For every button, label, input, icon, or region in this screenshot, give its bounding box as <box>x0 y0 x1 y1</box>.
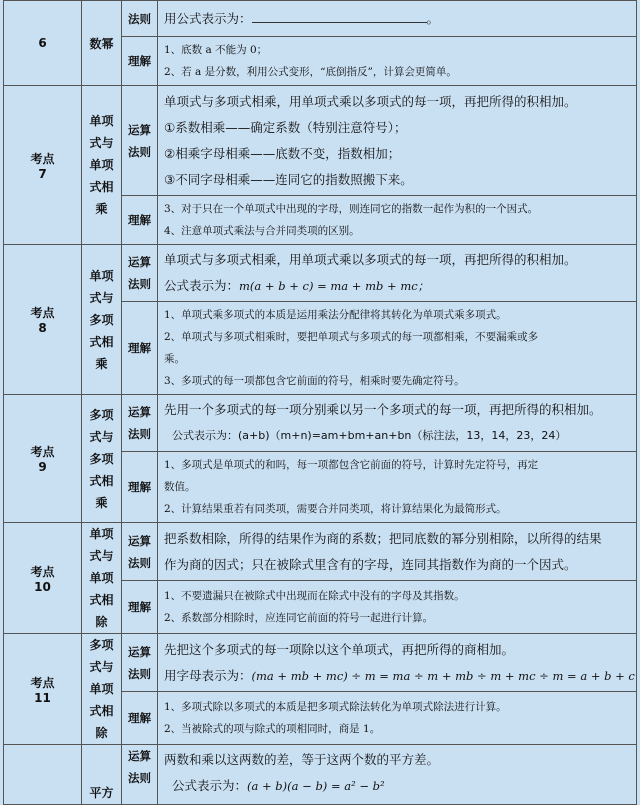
row6-notes: 1、底数 a 不能为 0； 2、若 a 是分数，利用公式变形，“底倒指反”，计算会更简单。 <box>158 37 637 86</box>
row11-notes: 1、多项式除以多项式的本质是把多项式除法转化为单项式除法进行计算。 2、当被除式的项与除式的项相同时，商是 1。 <box>158 692 637 745</box>
row10-notes: 1、不要遗漏只在被除式中出现而在除式中没有的字母及其指数。 2、系数部分相除时，应连同它前面的符号一起进行计算。 <box>158 581 637 634</box>
row6-topic: 数幂 <box>82 1 122 86</box>
row8-index: 考点 8 <box>4 245 82 395</box>
row11-rules: 先把这个多项式的每一项除以这个单项式，再把所得的商相加。 用字母表示为：(ma + mb + mc) ÷ m = ma ÷ m + mb ÷ m + mc ÷ m = a + b + c <box>158 634 637 692</box>
row9-topic: 多项 式与 多项 式相 乘 <box>82 395 122 523</box>
row10-topic: 单项 式与 单项 式相 除 <box>82 523 122 634</box>
row6-rule-label: 法则 <box>122 1 158 37</box>
row7-rules: 单项式与多项式相乘，用单项式乘以多项式的每一项，再把所得的积相加。 ①系数相乘——确定系数（特别注意符号）； ②相乘字母相乘——底数不变，指数相加； ③不同字母相乘——连同它的指数照搬下来。 <box>158 86 637 196</box>
row10-rules: 把系数相除，所得的结果作为商的系数；把同底数的幂分别相除，以所得的结果 作为商的因式；只在被除式里含有的字母，连同其指数作为商的一个因式。 <box>158 523 637 581</box>
row11-index: 考点 11 <box>4 634 82 745</box>
row11-understand-label: 理解 <box>122 692 158 745</box>
row7-rule-label: 运算 法则 <box>122 86 158 196</box>
row10-understand-label: 理解 <box>122 581 158 634</box>
fill-in-blank <box>252 10 427 23</box>
row8-topic: 单项 式与 多项 式相 乘 <box>82 245 122 395</box>
row7-understand-label: 理解 <box>122 196 158 245</box>
row8-formula: m(a + b + c) = ma + mb + mc； <box>239 279 430 293</box>
row6-rule: 用公式表示为： 。 <box>158 1 637 37</box>
row8-notes: 1、单项式乘多项式的本质是运用乘法分配律将其转化为单项式乘多项式。 2、单项式与多项式相乘时，要把单项式与多项式的每一项都相乘，不要漏乘或多 乘。 3、多项式的每一项都包含它前面的符号，相乘时要先确定符号。 <box>158 302 637 395</box>
row12-rules: 两数和乘以这两数的差，等于这两个数的平方差。 公式表示为：(a + b)(a − b) = a² − b² <box>158 745 637 805</box>
row12-formula: (a + b)(a − b) = a² − b² <box>247 779 385 793</box>
row8-rule-label: 运算 法则 <box>122 245 158 302</box>
row11-topic: 多项 式与 单项 式相 除 <box>82 634 122 745</box>
row8-understand-label: 理解 <box>122 302 158 395</box>
row7-notes: 3、对于只在一个单项式中出现的字母，则连同它的指数一起作为积的一个因式。 4、注意单项式乘法与合并同类项的区别。 <box>158 196 637 245</box>
row10-rule-label: 运算 法则 <box>122 523 158 581</box>
row12-topic: 平方 <box>82 745 122 805</box>
row6-index: 6 <box>4 1 82 86</box>
row9-notes: 1、多项式是单项式的和吗，每一项都包含它前面的符号，计算时先定符号，再定 数值。 2、计算结果重若有同类项，需要合并同类项，将计算结果化为最简形式。 <box>158 452 637 523</box>
row9-rules: 先用一个多项式的每一项分别乘以另一个多项式的每一项，再把所得的积相加。 公式表示为：(a+b)（m+n)=am+bm+an+bn（标注法，13，14，23，24） <box>158 395 637 452</box>
row9-rule-label: 运算 法则 <box>122 395 158 452</box>
row9-understand-label: 理解 <box>122 452 158 523</box>
row7-index: 考点 7 <box>4 86 82 245</box>
row8-rules: 单项式与多项式相乘，用单项式乘以多项式的每一项，再把所得的积相加。 公式表示为：m(a + b + c) = ma + mb + mc； <box>158 245 637 302</box>
row11-formula: (ma + mb + mc) ÷ m = ma ÷ m + mb ÷ m + mc ÷ m = a + b + c <box>251 668 635 683</box>
row12-rule-label: 运算 法则 <box>122 745 158 805</box>
row11-rule-label: 运算 法则 <box>122 634 158 692</box>
row6-understand-label: 理解 <box>122 37 158 86</box>
row10-index: 考点 10 <box>4 523 82 634</box>
row9-index: 考点 9 <box>4 395 82 523</box>
knowledge-table <box>3 0 637 805</box>
row7-topic: 单项 式与 单项 式相 乘 <box>82 86 122 245</box>
row12-index <box>4 745 82 805</box>
